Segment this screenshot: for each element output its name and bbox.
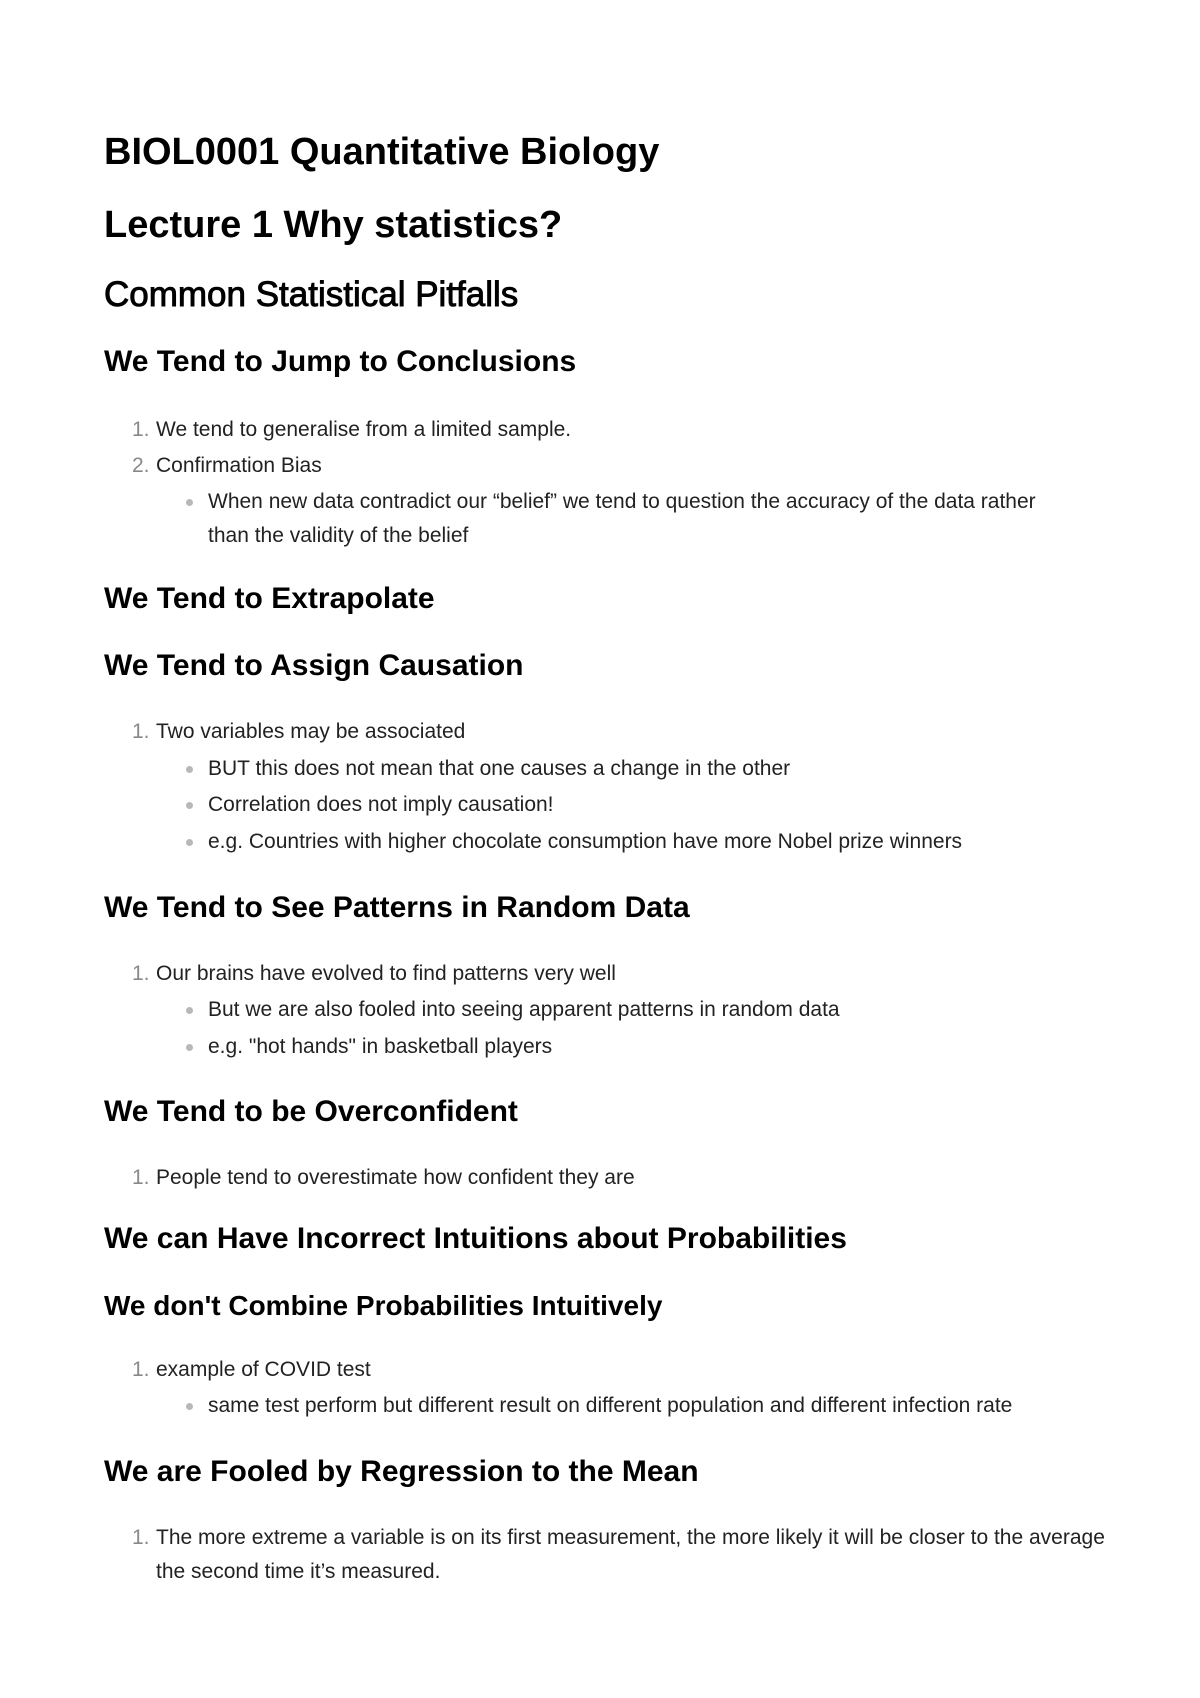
list-item — [132, 715, 1116, 749]
heading-jump-to-conclusions: We Tend to Jump to Conclusions — [104, 345, 577, 378]
list-item — [132, 1161, 1116, 1195]
list-item-text: e.g. Countries with higher chocolate consumption have more Nobel prize winners — [208, 830, 963, 853]
document-title: BIOL0001 Quantitative Biology — [104, 131, 660, 173]
heading-regression-to-mean: We are Fooled by Regression to the Mean — [104, 1455, 699, 1488]
bullet-icon — [186, 1403, 193, 1410]
list-item-text: People tend to overestimate how confident they are — [156, 1166, 635, 1189]
list-item-text: Our brains have evolved to find patterns very well — [156, 962, 616, 985]
list-item-text: example of COVID test — [156, 1358, 371, 1381]
list-item — [132, 449, 1116, 483]
list-item-text: same test perform but different result on different population and different infection rate — [208, 1394, 1013, 1417]
list-number: 1. — [132, 1526, 150, 1549]
list-item-text: The more extreme a variable is on its first measurement, the more likely it will be closer to the average the second time it’s measured. — [156, 1526, 1105, 1583]
section-heading: Common Statistical Pitfalls — [104, 275, 519, 314]
bullet-icon — [186, 499, 193, 506]
list-item — [132, 1353, 1116, 1387]
heading-combine-probabilities: We don't Combine Probabilities Intuitively — [104, 1290, 663, 1321]
heading-overconfident: We Tend to be Overconfident — [104, 1095, 518, 1128]
heading-assign-causation: We Tend to Assign Causation — [104, 649, 524, 682]
list-item-text: But we are also fooled into seeing apparent patterns in random data — [208, 998, 840, 1021]
list-number: 1. — [132, 720, 150, 743]
heading-incorrect-intuitions: We can Have Incorrect Intuitions about Probabilities — [104, 1222, 847, 1255]
heading-patterns-random-data: We Tend to See Patterns in Random Data — [104, 891, 690, 924]
list-subitem — [208, 485, 1068, 553]
list-subitem — [208, 993, 1068, 1027]
list-subitem — [208, 788, 1068, 822]
list-number: 1. — [132, 1166, 150, 1189]
list-item-text: Correlation does not imply causation! — [208, 793, 554, 816]
list-subitem — [208, 1030, 1068, 1064]
list-number: 2. — [132, 454, 150, 477]
bullet-icon — [186, 839, 193, 846]
heading-extrapolate: We Tend to Extrapolate — [104, 582, 435, 615]
bullet-icon — [186, 1007, 193, 1014]
list-item — [132, 413, 1116, 447]
list-item-text: We tend to generalise from a limited sample. — [156, 418, 572, 441]
list-item — [132, 1521, 1116, 1589]
bullet-icon — [186, 802, 193, 809]
bullet-icon — [186, 1044, 193, 1051]
lecture-title: Lecture 1 Why statistics? — [104, 204, 563, 246]
list-item — [132, 957, 1116, 991]
bullet-icon — [186, 766, 193, 773]
list-item-text: BUT this does not mean that one causes a change in the other — [208, 757, 791, 780]
list-item-text: Confirmation Bias — [156, 454, 322, 477]
list-subitem — [208, 752, 1068, 786]
list-number: 1. — [132, 418, 150, 441]
list-number: 1. — [132, 1358, 150, 1381]
list-item-text: When new data contradict our “belief” we tend to question the accuracy of the data rather than the validity of the belief — [208, 490, 1036, 547]
list-item-text: e.g. "hot hands" in basketball players — [208, 1035, 553, 1058]
list-subitem — [208, 1389, 1068, 1423]
list-item-text: Two variables may be associated — [156, 720, 466, 743]
list-number: 1. — [132, 962, 150, 985]
list-subitem — [208, 825, 1068, 859]
